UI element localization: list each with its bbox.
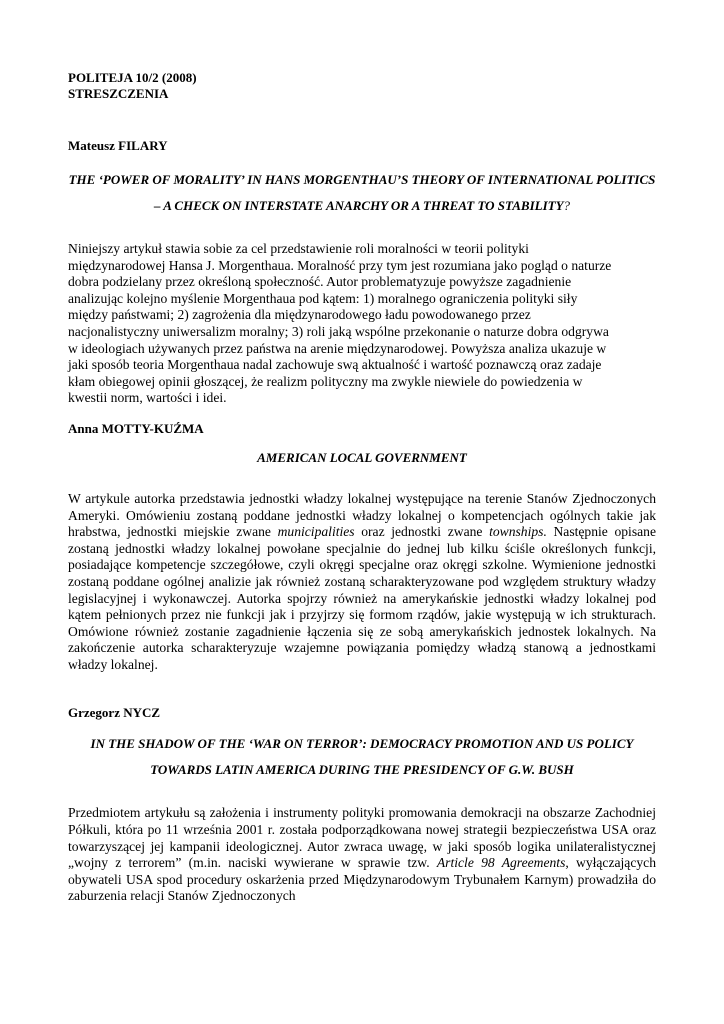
document-page [68,70,656,905]
abstract-line: nacjonalistyczny uniwersalizm moralny; 3) roli jaką wspólne przekonanie o naturze dobra odgrywa [68,323,609,339]
abstract-line: w ideologiach używanych przez państwa na arenie międzynarodowej. Powyższa analiza ukazuje w [68,340,607,356]
article-1-abstract [68,241,656,407]
journal-issue: POLITEJA 10/2 (2008) [68,70,197,85]
abstract-term-townships: townships. [489,524,547,540]
abstract-line: Niniejszy artykuł stawia sobie za cel przedstawienie roli moralności w teorii polityki [68,241,529,256]
article-1-title-main: THE ‘POWER OF MORALITY’ IN HANS MORGENTHAU’S THEORY OF INTERNATIONAL POLITICS – A CHECK ON INTERSTATE ANARCHY OR A THREAT TO STABILITY [68,172,656,213]
abstract-text: oraz jednostki zwane [354,524,490,540]
article-1-title-end: ? [563,198,571,213]
article-3-abstract [68,805,656,905]
section-title: STRESZCZENIA [68,86,169,101]
article-2-abstract [68,491,656,674]
article-1-author: Mateusz FILARY [68,138,168,153]
abstract-line: między państwami; 2) zagrożenia dla międzynarodowego ładu powodowanego przez [68,307,531,323]
abstract-line: analizując kolejno myślenie Morgenthaua pod kątem: 1) moralnego ograniczenia polityki siły [68,290,578,306]
abstract-text: Przedmiotem artykułu są założenia i instrumenty polityki promowania demokracji na obszarze Zachodniej Półkuli, która po 11 września 2001 r. została podporządkowana nowej strategii bezpieczeństwa USA oraz towarzyszącej jej kampanii ideologicznej. Autor zwraca uwagę, w jaki sposób logika unilateralistycznej „wojny z terrorem” (m.in. naciski wywierane w sprawie tzw. [68,805,656,871]
abstract-line: dobra podzielany przez określoną społeczność. Autor problematyzuje powyższe zagadnienie [68,274,572,290]
abstract-line: jaki sposób teoria Morgenthaua nadal zachowuje swą aktualność i wartość poznawczą oraz zadaje [68,357,602,373]
abstract-term-article-98: Article 98 Agreements [436,855,566,871]
article-2-author: Anna MOTTY-KUŹMA [68,420,204,436]
abstract-line: kwestii norm, wartości i idei. [68,390,227,406]
abstract-text: , wyłączających obywateli USA spod procedury oskarżenia przed Międzynarodowym Trybunałem Karnym) prowadziła do zaburzenia relacji Stanów Zjednoczonych [68,855,656,904]
abstract-text: W artykule autorka przedstawia jednostki władzy lokalnej występujące na terenie Stanów Zjednoczonych Ameryki. Omówieniu zostaną poddane jednostki władzy lokalnej o kompetencjach ogólnych takie jak hrabstwa, jednostki miejskie zwane [68,490,656,540]
article-3-title: IN THE SHADOW OF THE ‘WAR ON TERROR’: DEMOCRACY PROMOTION AND US POLICY TOWARDS LATIN AMERICA DURING THE PRESIDENCY OF G.W. BUSH [90,736,634,778]
abstract-term-municipalities: municipalities [277,524,355,540]
article-1-title [68,167,656,219]
abstract-text: Następnie opisane zostaną jednostki władzy lokalnej powołane specjalnie do jednej lub kilku ściśle określonych funkcji, posiadające kompetencje szczegółowe, czyli okręgi specjalne oraz okręgi szkolne. Wymienione jednostki zostaną poddane ogólnej analizie jak również zostaną scharakteryzowane pod względem struktury władzy legislacyjnej i wykonawczej. Autorka spojrzy również na amerykańskie jednostki władzy lokalnej pod kątem pełnionych przez nie funkcji jak i przyjrzy się formom rządów, jakie występują w ich strukturach. Omówione również zostanie zagadnienie łączenia się ze sobą amerykańskich jednostek lokalnych. Na zakończenie autorka scharakteryzuje wzajemne powiązania pomiędzy władzą stanową a jednostkami władzy lokalnej. [68,524,656,672]
abstract-line: międzynarodowej Hansa J. Morgenthaua. Moralność przy tym jest rozumiana jako pogląd o naturze [68,257,612,273]
abstract-line: kłam obiegowej opinii głoszącej, że realizm polityczny ma zwykle niewiele do powiedzenia w [68,373,583,389]
article-2-title: AMERICAN LOCAL GOVERNMENT [257,449,467,465]
article-3-author: Grzegorz NYCZ [68,705,161,721]
